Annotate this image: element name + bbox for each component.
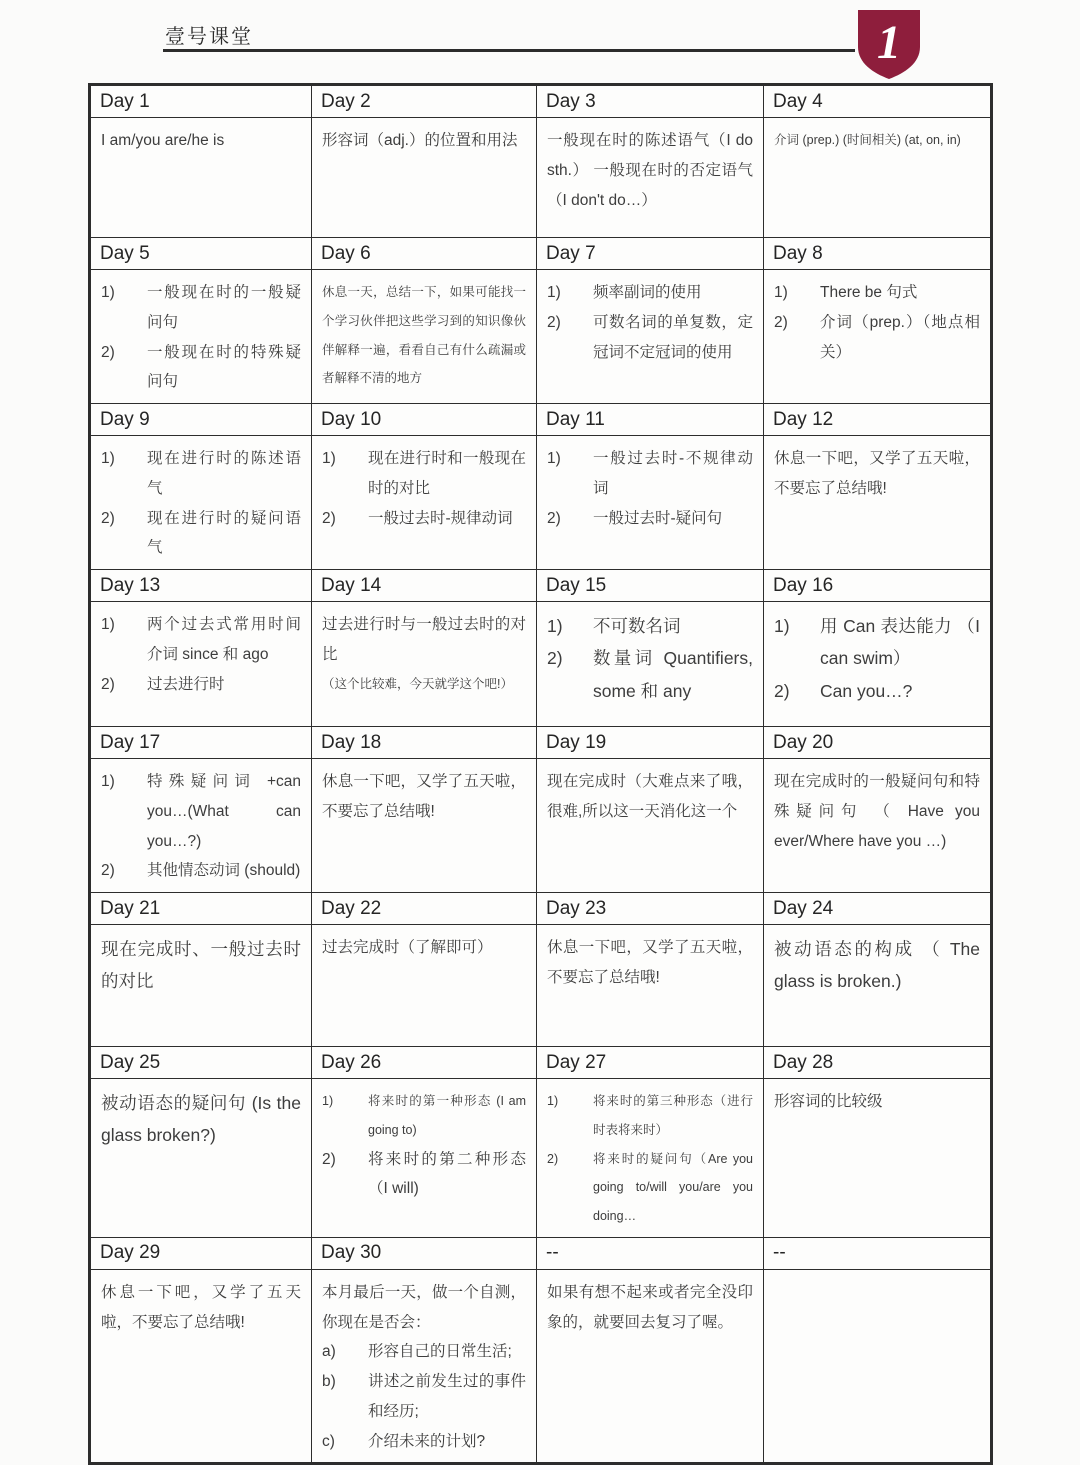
day-header-cell: Day 5 (90, 238, 312, 270)
day-header-row (90, 238, 992, 270)
day-content-row (90, 270, 992, 404)
day-header-cell: Day 11 (537, 404, 764, 436)
day-header-cell: Day 9 (90, 404, 312, 436)
cell-item: 形容词的比较级 (774, 1093, 883, 1110)
item-marker: 2) (774, 680, 790, 701)
header-rule (163, 49, 855, 52)
item-text: There be 句式 (820, 284, 918, 301)
item-text: 用 Can 表达能力 （I can swim） (820, 616, 980, 669)
cell-item: 现在完成时（大难点来了哦，很难,所以这一天消化这一个 (547, 773, 753, 820)
day-header-cell: -- (537, 1237, 764, 1269)
item-marker: 1) (101, 773, 115, 790)
day-content-row (90, 759, 992, 893)
day-content-cell (537, 270, 764, 404)
item-text: 特殊疑问词 +can you…(What can you…?) (147, 773, 301, 850)
cell-item (101, 338, 301, 398)
item-marker: b) (322, 1373, 336, 1390)
cell-item: 一般现在时的陈述语气（I do sth.） 一般现在时的否定语气（I don't do…） (547, 132, 753, 209)
brand-title: 壹号课堂 (165, 26, 253, 48)
cell-item: I am/you are/he is (101, 132, 225, 149)
item-text: 一般现在时的一般疑问句 (147, 284, 301, 331)
item-text: 不可数名词 (593, 616, 681, 636)
item-text: 两个过去式常用时间介词 since 和 ago (147, 616, 301, 663)
item-text: 现在进行时的疑问语气 (147, 509, 301, 557)
day-header-row (90, 1237, 992, 1269)
item-marker: 1) (101, 450, 115, 467)
cell-item (101, 444, 301, 504)
day-content-cell (312, 270, 537, 404)
item-marker: 2) (322, 1150, 336, 1168)
day-content-cell (90, 759, 312, 893)
item-text: 一般现在时的特殊疑问句 (147, 343, 301, 391)
cell-item: 被动语态的构成 （ The glass is broken.) (774, 939, 980, 992)
day-content-row (90, 118, 992, 238)
cell-item: 休息一下吧，又学了五天啦，不要忘了总结哦! (774, 450, 980, 497)
item-text: 过去进行时 (147, 675, 225, 693)
item-text: 其他情态动词 (should) (147, 862, 301, 880)
day-content-cell (537, 602, 764, 727)
day-content-cell (537, 1269, 764, 1464)
day-content-cell (90, 602, 312, 727)
day-header-cell: Day 7 (537, 238, 764, 270)
day-header-cell: Day 13 (90, 570, 312, 602)
day-header-cell: Day 21 (90, 893, 312, 925)
cell-item: 休息一下吧，又学了五天啦，不要忘了总结哦! (547, 939, 753, 986)
cell-item (547, 1145, 753, 1231)
item-text: 一般过去时-疑问句 (593, 509, 723, 527)
day-content-row (90, 436, 992, 570)
day-content-cell (764, 759, 992, 893)
cell-item: 休息一下吧，又学了五天啦，不要忘了总结哦! (322, 773, 526, 820)
cell-item: 介词 (prep.) (时间相关) (at, on, in) (774, 133, 961, 147)
item-marker: 2) (322, 509, 336, 527)
day-header-cell: Day 12 (764, 404, 992, 436)
item-marker: 2) (547, 313, 561, 331)
day-header-cell: Day 30 (312, 1237, 537, 1269)
day-header-cell: Day 23 (537, 893, 764, 925)
study-plan-body (90, 85, 992, 1464)
day-content-cell (312, 925, 537, 1047)
day-header-row (90, 404, 992, 436)
cell-item (547, 308, 753, 368)
study-plan-table (88, 83, 993, 1465)
cell-item (774, 278, 980, 308)
item-text: 可数名词的单复数，定冠词不定冠词的使用 (593, 313, 753, 361)
day-content-cell (764, 118, 992, 238)
day-content-cell (537, 925, 764, 1047)
item-text: 一般过去时-规律动词 (368, 509, 513, 527)
item-marker: 2) (547, 509, 561, 527)
cell-item (322, 1367, 526, 1427)
day-content-cell (764, 602, 992, 727)
day-content-cell (312, 602, 537, 727)
item-text: 讲述之前发生过的事件和经历; (368, 1373, 526, 1420)
day-content-cell (312, 1079, 537, 1238)
cell-item (101, 856, 301, 886)
item-marker: 2) (101, 509, 115, 527)
day-content-cell (90, 925, 312, 1047)
day-content-row (90, 1269, 992, 1464)
cell-item: 休息一天，总结一下，如果可能找一个学习伙伴把这些学习到的知识像伙伴解释一遍，看看自己有什么疏漏或者解释不清的地方 (322, 285, 526, 386)
item-text: 将来时的第一种形态 (I am going to) (368, 1094, 526, 1137)
day-header-cell: Day 27 (537, 1047, 764, 1079)
day-header-cell: Day 15 (537, 570, 764, 602)
item-marker: 1) (101, 616, 115, 633)
cell-item: 过去完成时（了解即可） (322, 939, 493, 956)
day-content-cell (90, 118, 312, 238)
item-marker: a) (322, 1343, 336, 1361)
day-header-cell: Day 1 (90, 85, 312, 118)
brand-logo-shield-icon (853, 5, 925, 81)
day-header-row (90, 893, 992, 925)
logo-numeral: 1 (877, 16, 901, 69)
day-header-row (90, 85, 992, 118)
day-header-cell: Day 17 (90, 727, 312, 759)
cell-item: 现在完成时、一般过去时的对比 (101, 939, 301, 992)
day-content-cell (537, 118, 764, 238)
cell-item (322, 504, 526, 534)
day-content-row (90, 1079, 992, 1238)
day-header-cell: Day 18 (312, 727, 537, 759)
day-header-cell: Day 29 (90, 1237, 312, 1269)
cell-item (101, 278, 301, 338)
item-marker: 2) (774, 313, 788, 331)
cell-item (101, 767, 301, 856)
day-header-cell: Day 3 (537, 85, 764, 118)
day-header-row (90, 570, 992, 602)
item-marker: 1) (774, 284, 788, 301)
item-marker: 1) (774, 616, 790, 636)
cell-item (547, 504, 753, 534)
item-marker: 2) (101, 862, 115, 880)
item-marker: 1) (322, 450, 336, 467)
item-text: 介绍未来的计划? (368, 1432, 486, 1450)
cell-item: 如果有想不起来或者完全没印象的，就要回去复习了喔。 (547, 1283, 753, 1331)
day-content-cell (312, 436, 537, 570)
day-header-cell: Day 16 (764, 570, 992, 602)
cell-item (547, 278, 753, 308)
day-content-cell (90, 270, 312, 404)
day-header-cell: Day 20 (764, 727, 992, 759)
item-marker: 1) (101, 284, 115, 301)
day-header-cell: Day 2 (312, 85, 537, 118)
cell-item (322, 444, 526, 504)
cell-item (547, 1087, 753, 1145)
cell-item (322, 1087, 526, 1145)
item-text: 现在进行时和一般现在时的对比 (368, 450, 526, 497)
item-marker: 1) (547, 284, 561, 301)
day-header-cell: Day 19 (537, 727, 764, 759)
cell-item (101, 670, 301, 700)
day-content-cell (537, 436, 764, 570)
day-content-cell (764, 436, 992, 570)
cell-item: 本月最后一天，做一个自测，你现在是否会： (322, 1283, 526, 1331)
day-content-cell (90, 1269, 312, 1464)
cell-item (101, 610, 301, 670)
item-text: 频率副词的使用 (593, 284, 702, 301)
cell-item (322, 1427, 526, 1457)
item-text: 形容自己的日常生活; (368, 1343, 512, 1361)
item-marker: 1) (322, 1094, 334, 1108)
item-text: Can you…? (820, 680, 913, 701)
item-text: 将来时的疑问句（Are you going to/will you/are you doing… (593, 1151, 753, 1223)
item-marker: 1) (547, 616, 563, 636)
cell-item (101, 504, 301, 564)
item-text: 数量词 Quantifiers, some 和 any (593, 648, 753, 701)
day-header-cell: Day 25 (90, 1047, 312, 1079)
day-header-cell: Day 4 (764, 85, 992, 118)
day-header-cell: Day 8 (764, 238, 992, 270)
day-content-row (90, 925, 992, 1047)
item-marker: 2) (101, 675, 115, 693)
item-marker: 2) (547, 648, 563, 669)
item-text: 一般过去时-不规律动词 (593, 450, 753, 497)
item-text: 现在进行时的陈述语气 (147, 450, 301, 497)
item-marker: c) (322, 1432, 335, 1450)
item-marker: 2) (101, 343, 115, 361)
day-header-cell: Day 6 (312, 238, 537, 270)
item-text: 将来时的第二种形态 （I will) (368, 1150, 526, 1198)
cell-item (547, 642, 753, 707)
day-header-cell: Day 14 (312, 570, 537, 602)
day-content-cell (90, 1079, 312, 1238)
day-content-cell (90, 436, 312, 570)
cell-item (547, 610, 753, 642)
day-header-cell: Day 22 (312, 893, 537, 925)
day-content-cell (312, 118, 537, 238)
item-marker: 1) (547, 450, 561, 467)
cell-item (322, 1337, 526, 1367)
day-content-cell (312, 1269, 537, 1464)
day-header-cell: Day 26 (312, 1047, 537, 1079)
cell-item (774, 308, 980, 368)
day-content-row (90, 602, 992, 727)
cell-item: （这个比较难，今天就学这个吧!） (322, 676, 513, 691)
cell-item (322, 1145, 526, 1205)
cell-item (774, 610, 980, 675)
cell-item (547, 444, 753, 504)
day-header-cell: -- (764, 1237, 992, 1269)
item-text: 介词（prep.）（地点相关） (820, 313, 980, 361)
day-content-cell (764, 1269, 992, 1464)
day-header-cell: Day 28 (764, 1047, 992, 1079)
day-header-cell: Day 10 (312, 404, 537, 436)
item-marker: 2) (547, 1151, 559, 1166)
cell-item (774, 675, 980, 707)
day-content-cell (764, 270, 992, 404)
cell-item: 被动语态的疑问句 (Is the glass broken?) (101, 1093, 301, 1146)
cell-item: 形容词（adj.）的位置和用法 (322, 132, 518, 149)
cell-item: 休息一下吧，又学了五天啦，不要忘了总结哦! (101, 1283, 301, 1331)
item-text: 将来时的第三种形态（进行时表将来时） (593, 1094, 753, 1137)
cell-item: 现在完成时的一般疑问句和特殊疑问句 （ Have you ever/Where have you …) (774, 773, 980, 850)
day-header-row (90, 727, 992, 759)
day-header-cell: Day 24 (764, 893, 992, 925)
day-content-cell (537, 1079, 764, 1238)
day-content-cell (764, 1079, 992, 1238)
item-marker: 1) (547, 1094, 559, 1108)
day-content-cell (764, 925, 992, 1047)
day-header-row (90, 1047, 992, 1079)
day-content-cell (537, 759, 764, 893)
day-content-cell (312, 759, 537, 893)
cell-item: 过去进行时与一般过去时的对比 (322, 616, 526, 663)
